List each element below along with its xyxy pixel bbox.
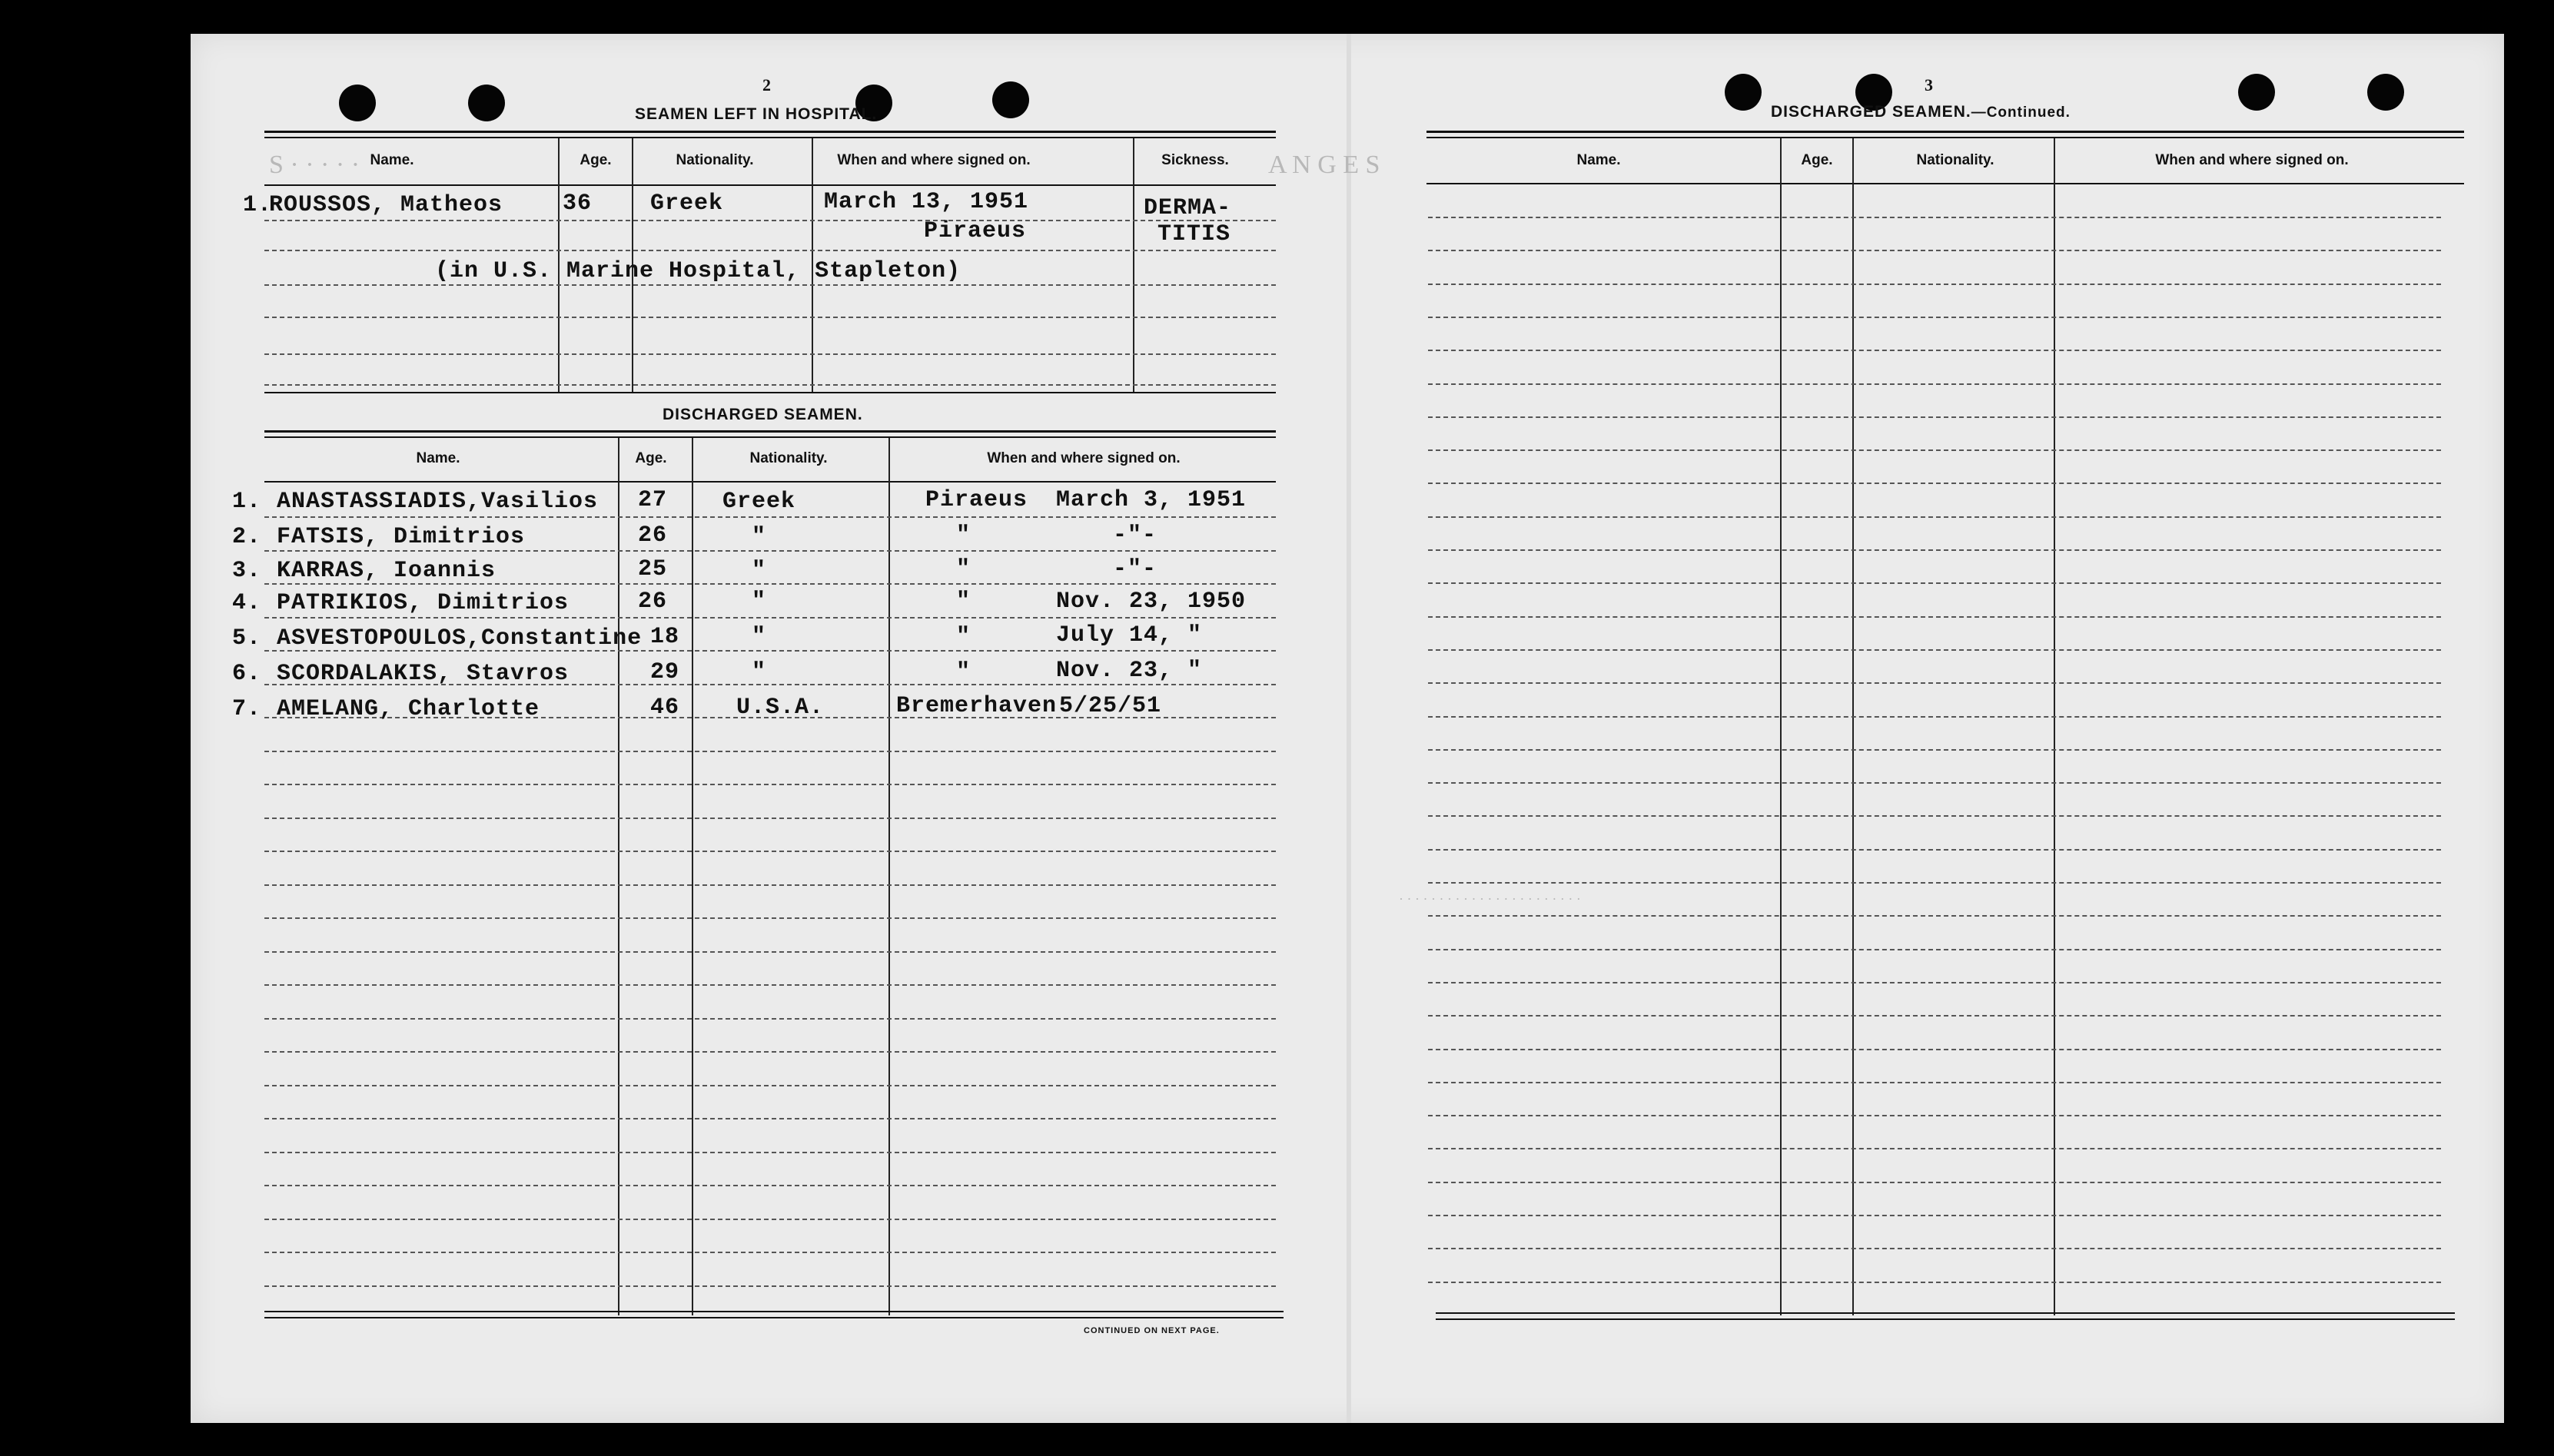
row-number: 2.: [232, 524, 262, 550]
rule: [264, 184, 1276, 186]
rule: [264, 430, 1276, 433]
ruled-line: [1428, 815, 2441, 817]
ruled-line: [1428, 1148, 2441, 1149]
col-header-signed-on: When and where signed on.: [987, 450, 1181, 466]
col-header-sickness: Sickness.: [1161, 152, 1229, 168]
column-line: [692, 438, 693, 1315]
col-header-name: Name.: [1576, 152, 1621, 168]
column-line: [2054, 138, 2055, 1315]
ruled-line: [1428, 849, 2441, 851]
signed-on-place: ": [956, 556, 971, 582]
signed-on-place: ": [956, 659, 971, 685]
punch-hole: [339, 85, 376, 121]
signed-on-place: ": [956, 522, 971, 549]
hospital-entry-sickness: DERMA-: [1144, 195, 1232, 221]
seaman-nationality: ": [752, 524, 767, 550]
ruled-line: [1428, 516, 2441, 518]
ruled-line: [1428, 882, 2441, 884]
rule: [1436, 1312, 2455, 1314]
ruled-line: [1428, 616, 2441, 618]
ruled-line: [264, 1152, 1276, 1153]
signed-on-date: March 3, 1951: [1056, 487, 1247, 513]
ruled-line: [1428, 716, 2441, 718]
bleed-through: · · · · · · · · · · · · · · · · · · · · · · ·: [1399, 891, 1581, 907]
column-line: [618, 438, 619, 1315]
col-header-age: Age.: [580, 152, 612, 168]
ruled-line: [1428, 1282, 2441, 1283]
column-line: [1780, 138, 1782, 1315]
signed-on-date: -"-: [1113, 556, 1157, 582]
ruled-line: [1428, 483, 2441, 484]
seaman-name: SCORDALAKIS, Stavros: [277, 661, 570, 687]
ruled-line: [264, 751, 1276, 752]
ruled-line: [264, 1252, 1276, 1253]
ruled-line: [264, 317, 1276, 318]
ruled-line: [264, 1219, 1276, 1220]
punch-hole: [2238, 74, 2275, 111]
seaman-age: 29: [650, 659, 680, 685]
hospital-entry-nationality: Greek: [650, 191, 724, 217]
ruled-line: [1428, 383, 2441, 385]
ruled-line: [1428, 449, 2441, 451]
rule: [264, 436, 1276, 438]
hospital-entry-date: March 13, 1951: [824, 189, 1029, 215]
ruled-line: [1428, 350, 2441, 351]
column-line: [888, 438, 890, 1315]
col-header-nationality: Nationality.: [676, 152, 754, 168]
rule: [1426, 131, 2464, 133]
ruled-line: [1428, 649, 2441, 651]
ruled-line: [1428, 682, 2441, 684]
ruled-line: [264, 1085, 1276, 1086]
ruled-line: [264, 951, 1276, 953]
rule: [264, 1317, 1284, 1318]
col-header-signed-on: When and where signed on.: [837, 152, 1031, 168]
ruled-line: [264, 220, 1276, 221]
ruled-line: [264, 1051, 1276, 1053]
hospital-section-title: SEAMEN LEFT IN HOSPITAL.: [635, 105, 878, 123]
seaman-nationality: Greek: [722, 489, 796, 515]
ruled-line: [1428, 1248, 2441, 1249]
seaman-name: ASVESTOPOULOS,Constantine: [277, 625, 643, 652]
ruled-line: [264, 1018, 1276, 1020]
seaman-age: 27: [638, 487, 668, 513]
col-header-name: Name.: [416, 450, 460, 466]
ruled-line: [1428, 1015, 2441, 1017]
rule: [264, 481, 1276, 483]
signed-on-date: July 14, ": [1056, 622, 1203, 648]
ruled-line: [1428, 1182, 2441, 1183]
ruled-line: [1428, 1049, 2441, 1050]
hospital-entry-sickness: TITIS: [1157, 221, 1231, 247]
signed-on-date: Nov. 23, 1950: [1056, 589, 1247, 615]
signed-on-date: Nov. 23, ": [1056, 658, 1203, 684]
hospital-entry-name: ROUSSOS, Matheos: [269, 192, 503, 218]
seaman-name: ANASTASSIADIS,Vasilios: [277, 489, 599, 515]
col-header-nationality: Nationality.: [749, 450, 828, 466]
ruled-line: [1428, 284, 2441, 285]
rule: [1426, 183, 2464, 184]
seaman-name: PATRIKIOS, Dimitrios: [277, 590, 570, 616]
rule: [1426, 137, 2464, 138]
ruled-line: [264, 284, 1276, 286]
seaman-name: AMELANG, Charlotte: [277, 696, 540, 722]
ruled-line: [1428, 250, 2441, 251]
hospital-entry-place: Piraeus: [924, 218, 1027, 244]
rule: [264, 137, 1276, 138]
ruled-line: [1428, 1215, 2441, 1216]
ruled-line: [1428, 949, 2441, 950]
ruled-line: [264, 1118, 1276, 1119]
ruled-line: [264, 250, 1276, 251]
ruled-line: [264, 884, 1276, 886]
ruled-line: [1428, 317, 2441, 318]
rule: [264, 1311, 1284, 1312]
ruled-line: [1428, 749, 2441, 751]
seaman-age: 18: [650, 624, 680, 650]
hospital-entry-number: 1.: [243, 192, 273, 218]
ruled-line: [1428, 1115, 2441, 1116]
bleed-through: A N G E S: [1268, 151, 1380, 179]
ruled-line: [264, 818, 1276, 819]
row-number: 6.: [232, 661, 262, 687]
discharged-continued-title: [1771, 103, 2071, 121]
ruled-line: [1428, 1082, 2441, 1083]
title-main: DISCHARGED SEAMEN.: [1771, 103, 1971, 121]
title-suffix: —Continued.: [1971, 104, 2071, 121]
page-fold: [1347, 34, 1351, 1423]
col-header-name: Name.: [370, 152, 414, 168]
punch-hole: [1725, 74, 1762, 111]
seaman-name: FATSIS, Dimitrios: [277, 524, 526, 550]
signed-on-place: Bremerhaven: [896, 693, 1058, 719]
hospital-entry-age: 36: [563, 191, 593, 217]
col-header-age: Age.: [1801, 152, 1833, 168]
page-number: 2: [762, 75, 771, 95]
seaman-nationality: ": [752, 624, 767, 650]
seaman-nationality: ": [752, 589, 767, 615]
ruled-line: [1428, 915, 2441, 917]
bleed-through: S · · · · ·: [269, 151, 360, 179]
seaman-age: 26: [638, 589, 668, 615]
row-number: 3.: [232, 558, 262, 584]
seaman-nationality: U.S.A.: [736, 695, 825, 721]
ruled-line: [1428, 582, 2441, 584]
seaman-name: KARRAS, Ioannis: [277, 558, 497, 584]
rule: [264, 392, 1276, 393]
row-number: 5.: [232, 625, 262, 652]
punch-hole: [468, 85, 505, 121]
signed-on-date: 5/25/51: [1059, 693, 1162, 719]
column-line: [1852, 138, 1854, 1315]
seaman-age: 46: [650, 695, 680, 721]
ruled-line: [1428, 982, 2441, 983]
col-header-signed-on: When and where signed on.: [2155, 152, 2349, 168]
ruled-line: [264, 1285, 1276, 1287]
ruled-line: [264, 917, 1276, 919]
row-number: 4.: [232, 590, 262, 616]
signed-on-date: -"-: [1113, 522, 1157, 549]
ruled-line: [264, 353, 1276, 355]
punch-hole: [2367, 74, 2404, 111]
signed-on-place: Piraeus: [925, 487, 1028, 513]
seaman-nationality: ": [752, 558, 767, 584]
ruled-line: [1428, 549, 2441, 551]
rule: [264, 131, 1276, 133]
signed-on-place: ": [956, 589, 971, 615]
ruled-line: [1428, 782, 2441, 784]
seaman-age: 25: [638, 556, 668, 582]
rule: [1436, 1318, 2455, 1320]
ruled-line: [264, 784, 1276, 785]
ruled-line: [264, 851, 1276, 852]
punch-hole: [992, 81, 1029, 118]
ruled-line: [264, 617, 1276, 619]
ruled-line: [1428, 416, 2441, 418]
row-number: 7.: [232, 696, 262, 722]
continued-footer: CONTINUED ON NEXT PAGE.: [1084, 1326, 1220, 1335]
ruled-line: [264, 1185, 1276, 1186]
discharged-section-title: DISCHARGED SEAMEN.: [663, 406, 863, 423]
row-number: 1.: [232, 489, 262, 515]
ruled-line: [264, 516, 1276, 518]
col-header-age: Age.: [635, 450, 667, 466]
ruled-line: [264, 384, 1276, 386]
seaman-age: 26: [638, 522, 668, 549]
ruled-line: [1428, 217, 2441, 218]
seaman-nationality: ": [752, 659, 767, 685]
signed-on-place: ": [956, 624, 971, 650]
ruled-line: [264, 984, 1276, 986]
page-number: 3: [1925, 75, 1933, 95]
hospital-entry-note: (in U.S. Marine Hospital, Stapleton): [435, 258, 961, 284]
col-header-nationality: Nationality.: [1916, 152, 1994, 168]
